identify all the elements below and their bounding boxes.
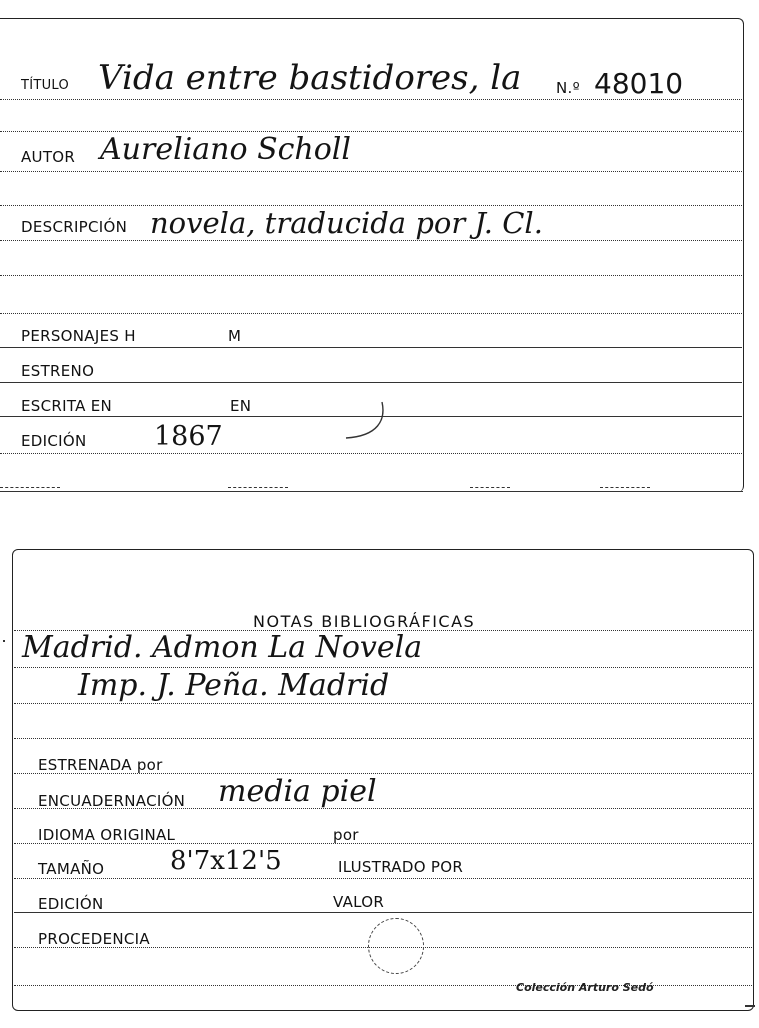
descripcion-value: novela, traducida por J. Cl.	[150, 206, 543, 240]
titulo-label: TÍTULO	[21, 78, 70, 93]
ilustrado-label: ILUSTRADO POR	[338, 858, 464, 876]
rule	[0, 171, 742, 172]
cut-mark	[470, 487, 510, 488]
numero-label: N.º	[556, 79, 580, 97]
stray-mark	[3, 640, 5, 642]
procedencia-label: PROCEDENCIA	[38, 930, 150, 948]
rule	[14, 878, 752, 879]
rule	[0, 453, 742, 454]
autor-label: AUTOR	[21, 148, 76, 166]
encuadernacion-label: ENCUADERNACIÓN	[38, 792, 186, 810]
valor-label: VALOR	[333, 893, 385, 911]
stamp-curve	[340, 398, 390, 444]
rule	[14, 738, 752, 739]
rule	[0, 347, 742, 348]
edicion-label: EDICIÓN	[21, 432, 87, 450]
titulo-value: Vida entre bastidores, la	[98, 58, 522, 98]
escrita-en-label: ESCRITA EN	[21, 397, 113, 415]
stray-mark	[745, 1005, 755, 1007]
por-label: por	[333, 826, 359, 844]
coleccion-label: Colección Arturo Sedó	[516, 981, 654, 994]
edicion-value: 1867	[154, 421, 223, 452]
notas-title: NOTAS BIBLIOGRÁFICAS	[253, 612, 476, 631]
numero-value: 48010	[594, 67, 684, 100]
notas-line-2: Imp. J. Peña. Madrid	[78, 668, 390, 703]
rule	[0, 313, 742, 314]
tamano-label: TAMAÑO	[38, 860, 105, 878]
notas-line-1: Madrid. Admon La Novela	[22, 630, 423, 665]
cut-mark	[0, 487, 60, 488]
en-label: EN	[230, 397, 252, 415]
personajes-m-label: M	[228, 327, 242, 345]
rule	[0, 240, 742, 241]
rule	[14, 703, 752, 704]
personajes-label: PERSONAJES H	[21, 327, 136, 345]
rule	[0, 491, 743, 492]
cut-mark	[228, 487, 288, 488]
estreno-label: ESTRENO	[21, 362, 95, 380]
estrenada-label: ESTRENADA por	[38, 756, 163, 774]
idioma-label: IDIOMA ORIGINAL	[38, 826, 176, 844]
rule	[0, 275, 742, 276]
stamp-circle	[368, 918, 424, 974]
edicion-label-2: EDICIÓN	[38, 895, 104, 913]
autor-value: Aureliano Scholl	[100, 132, 352, 167]
rule	[0, 382, 742, 383]
tamano-value: 8'7x12'5	[170, 846, 282, 876]
encuadernacion-value: media piel	[218, 774, 377, 809]
descripcion-label: DESCRIPCIÓN	[21, 218, 128, 236]
rule	[14, 912, 752, 913]
cut-mark	[600, 487, 650, 488]
